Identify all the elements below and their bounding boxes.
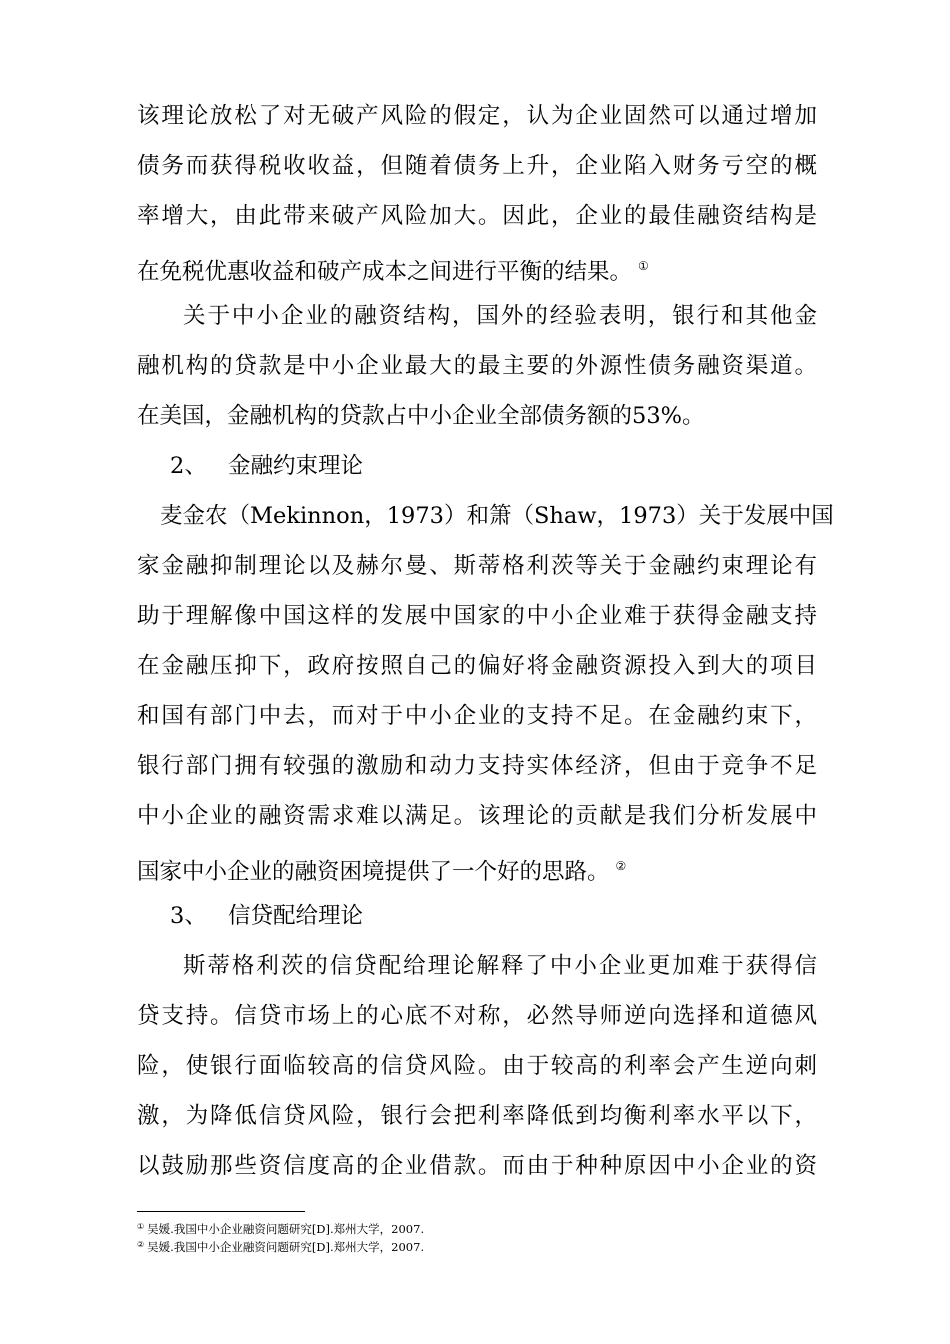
- section-title: 信贷配给理论: [228, 903, 364, 929]
- paragraph-line: 激，为降低信贷风险，银行会把利率降低到均衡利率水平以下，: [137, 1103, 817, 1129]
- footnote: [137, 1237, 424, 1255]
- paragraph-line: [137, 851, 817, 887]
- footnote-reference[interactable]: ②: [615, 859, 627, 873]
- paragraph-line: 险，使银行面临较高的信贷风险。由于较高的利率会产生逆向刺: [137, 1053, 817, 1079]
- section-heading: [170, 901, 363, 931]
- paragraph-line: [137, 251, 817, 287]
- footnote-reference[interactable]: ①: [638, 259, 649, 273]
- paragraph-line: 融机构的贷款是中小企业最大的最主要的外源性债务融资渠道。: [137, 353, 817, 379]
- section-number: 3、: [170, 903, 207, 929]
- footnote-mark: ①: [137, 1222, 145, 1231]
- section-heading: [170, 451, 363, 481]
- paragraph-line: 率增大，由此带来破产风险加大。因此，企业的最佳融资结构是: [137, 203, 817, 229]
- footnote-separator: [137, 1211, 305, 1212]
- paragraph-line: 家金融抑制理论以及赫尔曼、斯蒂格利茨等关于金融约束理论有: [137, 553, 817, 579]
- footnote-text: 吴媛.我国中小企业融资问题研究[D].郑州大学，2007.: [147, 1222, 425, 1236]
- paragraph-line: 斯蒂格利茨的信贷配给理论解释了中小企业更加难于获得信: [183, 953, 817, 979]
- paragraph-line: 和国有部门中去，而对于中小企业的支持不足。在金融约束下，: [137, 703, 817, 729]
- paragraph-line: 麦金农（Mekinnon，1973）和箫（Shaw，1973）关于发展中国: [160, 503, 834, 529]
- paragraph-line: 银行部门拥有较强的激励和动力支持实体经济，但由于竞争不足: [137, 753, 817, 779]
- paragraph-line: 以鼓励那些资信度高的企业借款。而由于种种原因中小企业的资: [137, 1153, 817, 1179]
- paragraph-line: 该理论放松了对无破产风险的假定，认为企业固然可以通过增加: [137, 103, 817, 129]
- footnote-mark: ②: [137, 1240, 145, 1249]
- paragraph-line: 在美国，金融机构的贷款占中小企业全部债务额的53%。: [137, 403, 705, 429]
- paragraph-line: 中小企业的融资需求难以满足。该理论的贡献是我们分析发展中: [137, 803, 817, 829]
- paragraph-line: 债务而获得税收收益，但随着债务上升，企业陷入财务亏空的概: [137, 153, 817, 179]
- paragraph-text: 国家中小企业的融资困境提供了一个好的思路。: [137, 859, 610, 885]
- footnote-text: 吴媛.我国中小企业融资问题研究[D].郑州大学，2007.: [147, 1240, 425, 1254]
- paragraph-text: 在免税优惠收益和破产成本之间进行平衡的结果。: [137, 259, 633, 285]
- paragraph-line: 贷支持。信贷市场上的心底不对称，必然导师逆向选择和道德风: [137, 1003, 817, 1029]
- section-number: 2、: [170, 453, 207, 479]
- paragraph-line: 在金融压抑下，政府按照自己的偏好将金融资源投入到大的项目: [137, 653, 817, 679]
- paragraph-line: 助于理解像中国这样的发展中国家的中小企业难于获得金融支持: [137, 603, 817, 629]
- section-title: 金融约束理论: [228, 453, 364, 479]
- footnote: [137, 1219, 424, 1237]
- paragraph-line: 关于中小企业的融资结构，国外的经验表明，银行和其他金: [183, 303, 817, 329]
